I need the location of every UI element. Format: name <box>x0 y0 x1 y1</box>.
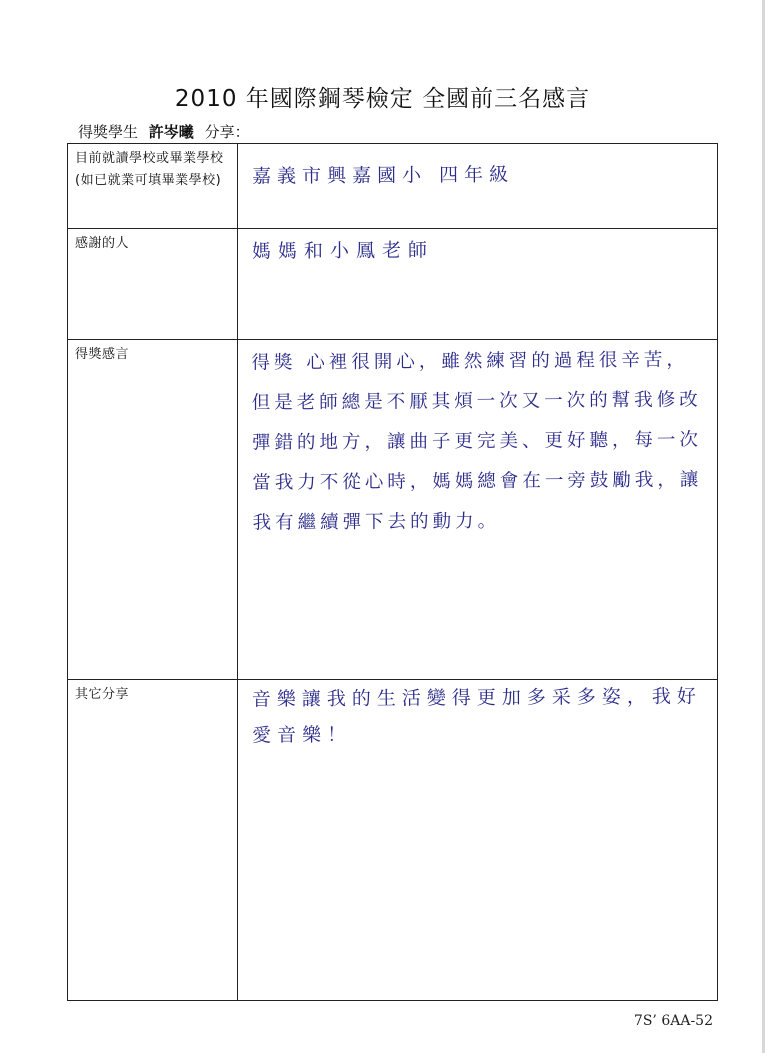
answer-thanks: 媽媽和小鳳老師 <box>251 239 435 263</box>
label-thanks: 感謝的人 <box>68 229 238 340</box>
answer-speech: 得獎 心裡很開心，雖然練習的過程很辛苦，但是老師總是不厭其煩一次又一次的幫我修改彈錯的地方，讓曲子更完美、更好聽，每一次當我力不從心時，媽媽總會在一旁鼓勵我，讓我有繼續彈下去的動力。 <box>251 349 703 534</box>
student-line <box>78 121 250 142</box>
answer-other-cell <box>238 680 718 1001</box>
answer-speech-cell <box>238 340 718 680</box>
label-school: 目前就讀學校或畢業學校(如已就業可填畢業學校) <box>68 144 238 229</box>
table-row <box>68 144 718 229</box>
table-row <box>68 229 718 340</box>
answer-other: 音樂讓我的生活變得更加多采多姿，我好愛音樂！ <box>251 685 702 747</box>
label-speech: 得獎感言 <box>68 340 238 680</box>
answer-school: 嘉義市興嘉國小 四年級 <box>251 163 515 188</box>
answer-thanks-cell <box>238 229 718 340</box>
form-table <box>67 143 718 1001</box>
footer-code: 7S’ 6AA-52 <box>633 1013 713 1029</box>
answer-school-cell <box>238 144 718 229</box>
student-label: 得獎學生 <box>78 123 139 141</box>
table-row <box>68 680 718 1001</box>
student-name: 許岑曦 <box>148 123 194 141</box>
label-other: 其它分享 <box>68 680 238 1001</box>
table-row <box>68 340 718 680</box>
share-label: 分享： <box>204 123 250 141</box>
page-title: 2010 年國際鋼琴檢定 全國前三名感言 <box>174 86 591 112</box>
